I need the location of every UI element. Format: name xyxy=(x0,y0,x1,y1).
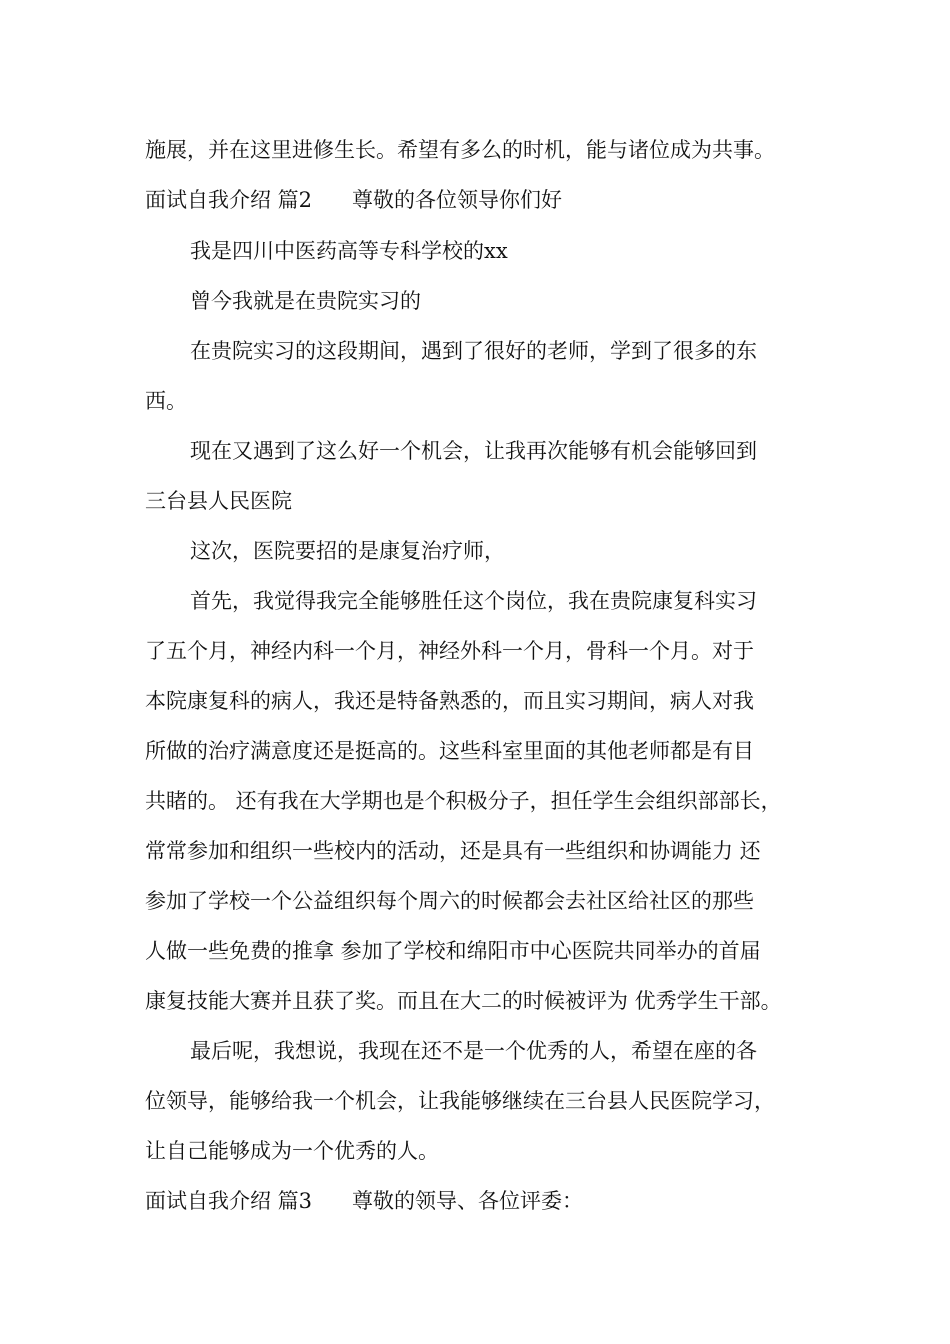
paragraph-line: 常常参加和组织一些校内的活动，还是具有一些组织和协调能力 还 xyxy=(145,839,761,863)
paragraph-line: 所做的治疗满意度还是挺高的。这些科室里面的其他老师都是有目 xyxy=(145,739,754,763)
paragraph-line: 西。 xyxy=(145,389,187,413)
paragraph-line: 曾今我就是在贵院实习的 xyxy=(190,289,421,313)
paragraph-line: 参加了学校一个公益组织每个周六的时候都会去社区给社区的那些 xyxy=(145,889,754,913)
paragraph-line: 共睹的。 还有我在大学期也是个积极分子，担任学生会组织部部长， xyxy=(145,789,782,813)
section-title: 面试自我介绍 篇3 xyxy=(145,1189,313,1213)
paragraph-line: 了五个月，神经内科一个月，神经外科一个月，骨科一个月。对于 xyxy=(145,639,754,663)
paragraph-line: 施展，并在这里进修生长。希望有多么的时机，能与诸位成为共事。 xyxy=(145,138,775,162)
paragraph-line: 让自己能够成为一个优秀的人。 xyxy=(145,1139,439,1163)
paragraph-line: 现在又遇到了这么好一个机会，让我再次能够有机会能够回到 xyxy=(190,439,757,463)
paragraph-line: 最后呢，我想说，我现在还不是一个优秀的人，希望在座的各 xyxy=(190,1039,757,1063)
paragraph-line: 在贵院实习的这段期间，遇到了很好的老师，学到了很多的东 xyxy=(190,339,757,363)
paragraph-line: 三台县人民医院 xyxy=(145,489,292,513)
paragraph-line: 本院康复科的病人，我还是特备熟悉的，而且实习期间，病人对我 xyxy=(145,689,754,713)
paragraph-line: 首先，我觉得我完全能够胜任这个岗位，我在贵院康复科实习 xyxy=(190,589,757,613)
section-greeting: 尊敬的领导、各位评委： xyxy=(352,1189,584,1213)
paragraph-line: 人做一些免费的推拿 参加了学校和绵阳市中心医院共同举办的首届 xyxy=(145,939,761,963)
paragraph-line: 康复技能大赛并且获了奖。而且在大二的时候被评为 优秀学生干部。 xyxy=(145,989,782,1013)
section-heading xyxy=(145,1187,825,1215)
paragraph-line: 位领导，能够给我一个机会，让我能够继续在三台县人民医院学习， xyxy=(145,1089,775,1113)
section-heading xyxy=(145,186,825,214)
paragraph-line: 这次，医院要招的是康复治疗师， xyxy=(190,539,505,563)
paragraph-line: 我是四川中医药高等专科学校的xx xyxy=(190,239,508,263)
section-greeting: 尊敬的各位领导你们好 xyxy=(352,188,563,212)
section-title: 面试自我介绍 篇2 xyxy=(145,188,313,212)
